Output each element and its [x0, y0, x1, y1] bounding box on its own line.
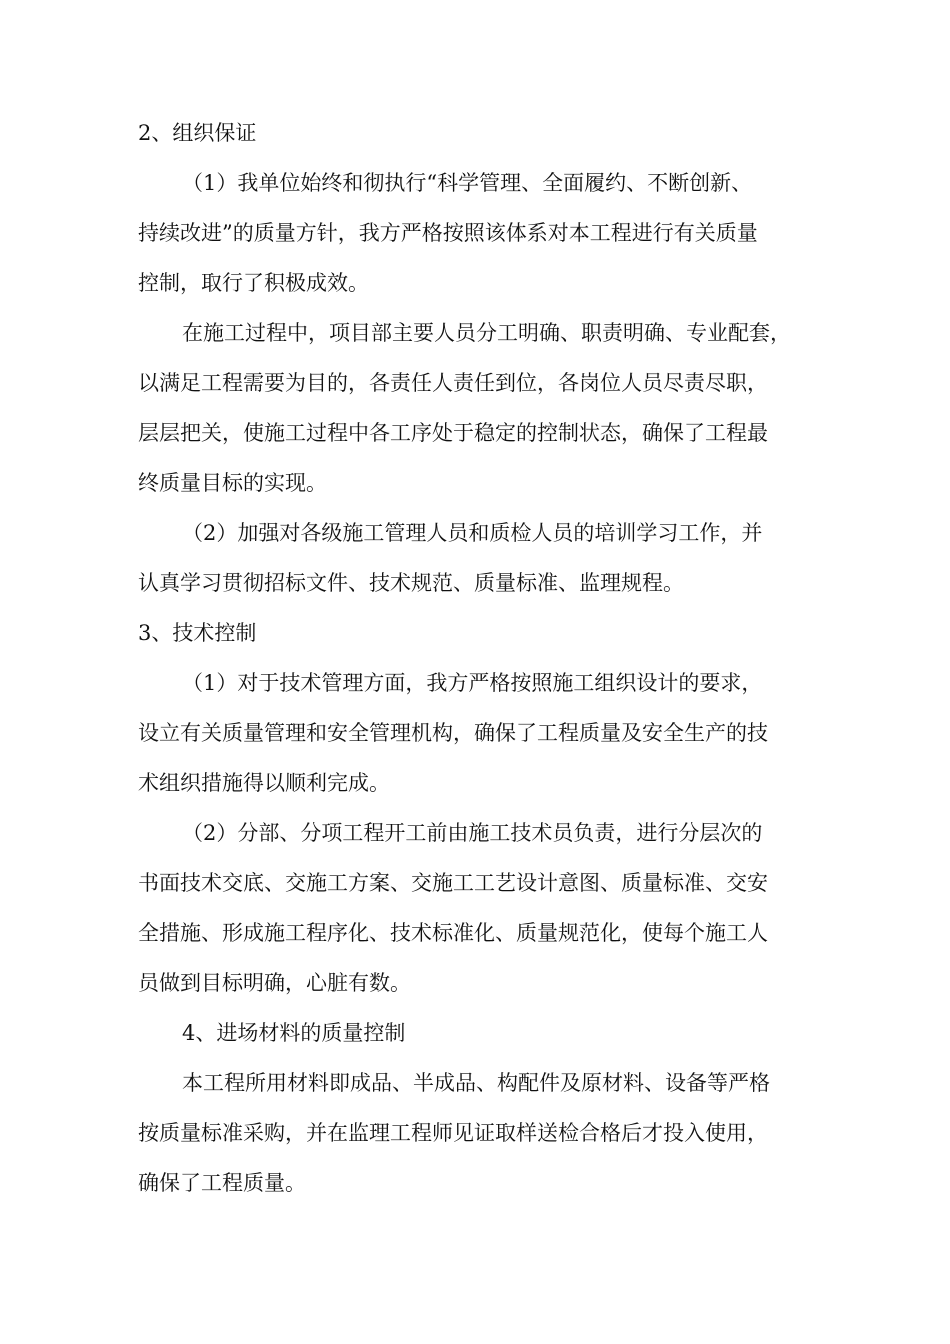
paragraph-line: 终质量目标的实现。 — [138, 471, 327, 495]
paragraph-line: 以满足工程需要为目的，各责任人责任到位，各岗位人员尽责尽职， — [138, 371, 768, 395]
paragraph-line: 术组织措施得以顺利完成。 — [138, 771, 390, 795]
paragraph-line: 确保了工程质量。 — [138, 1171, 306, 1195]
paragraph-line: 持续改进”的质量方针，我方严格按照该体系对本工程进行有关质量 — [138, 221, 758, 245]
paragraph-line: （2）分部、分项工程开工前由施工技术员负责，进行分层次的 — [182, 821, 763, 845]
paragraph-line: 全措施、形成施工程序化、技术标准化、质量规范化，使每个施工人 — [138, 921, 768, 945]
document-body — [138, 108, 818, 1208]
paragraph-line: 层层把关，使施工过程中各工序处于稳定的控制状态，确保了工程最 — [138, 421, 768, 445]
paragraph-line: 员做到目标明确，心脏有数。 — [138, 971, 411, 995]
heading-material-quality: 4、进场材料的质量控制 — [182, 1021, 406, 1045]
paragraph-line: （1）对于技术管理方面，我方严格按照施工组织设计的要求， — [182, 671, 763, 695]
heading-technical-control: 3、技术控制 — [138, 621, 257, 645]
paragraph-line: 书面技术交底、交施工方案、交施工工艺设计意图、质量标准、交安 — [138, 871, 768, 895]
paragraph-line: 按质量标准采购，并在监理工程师见证取样送检合格后才投入使用， — [138, 1121, 768, 1145]
paragraph-line: 在施工过程中，项目部主要人员分工明确、职责明确、专业配套， — [182, 321, 791, 345]
paragraph-line: 认真学习贯彻招标文件、技术规范、质量标准、监理规程。 — [138, 571, 684, 595]
paragraph-line: 控制，取行了积极成效。 — [138, 271, 369, 295]
paragraph-line: （2）加强对各级施工管理人员和质检人员的培训学习工作，并 — [182, 521, 763, 545]
paragraph-line: （1）我单位始终和彻执行“科学管理、全面履约、不断创新、 — [182, 171, 753, 195]
heading-organization: 2、组织保证 — [138, 121, 257, 145]
paragraph-line: 本工程所用材料即成品、半成品、构配件及原材料、设备等严格 — [182, 1071, 770, 1095]
paragraph-line: 设立有关质量管理和安全管理机构，确保了工程质量及安全生产的技 — [138, 721, 768, 745]
